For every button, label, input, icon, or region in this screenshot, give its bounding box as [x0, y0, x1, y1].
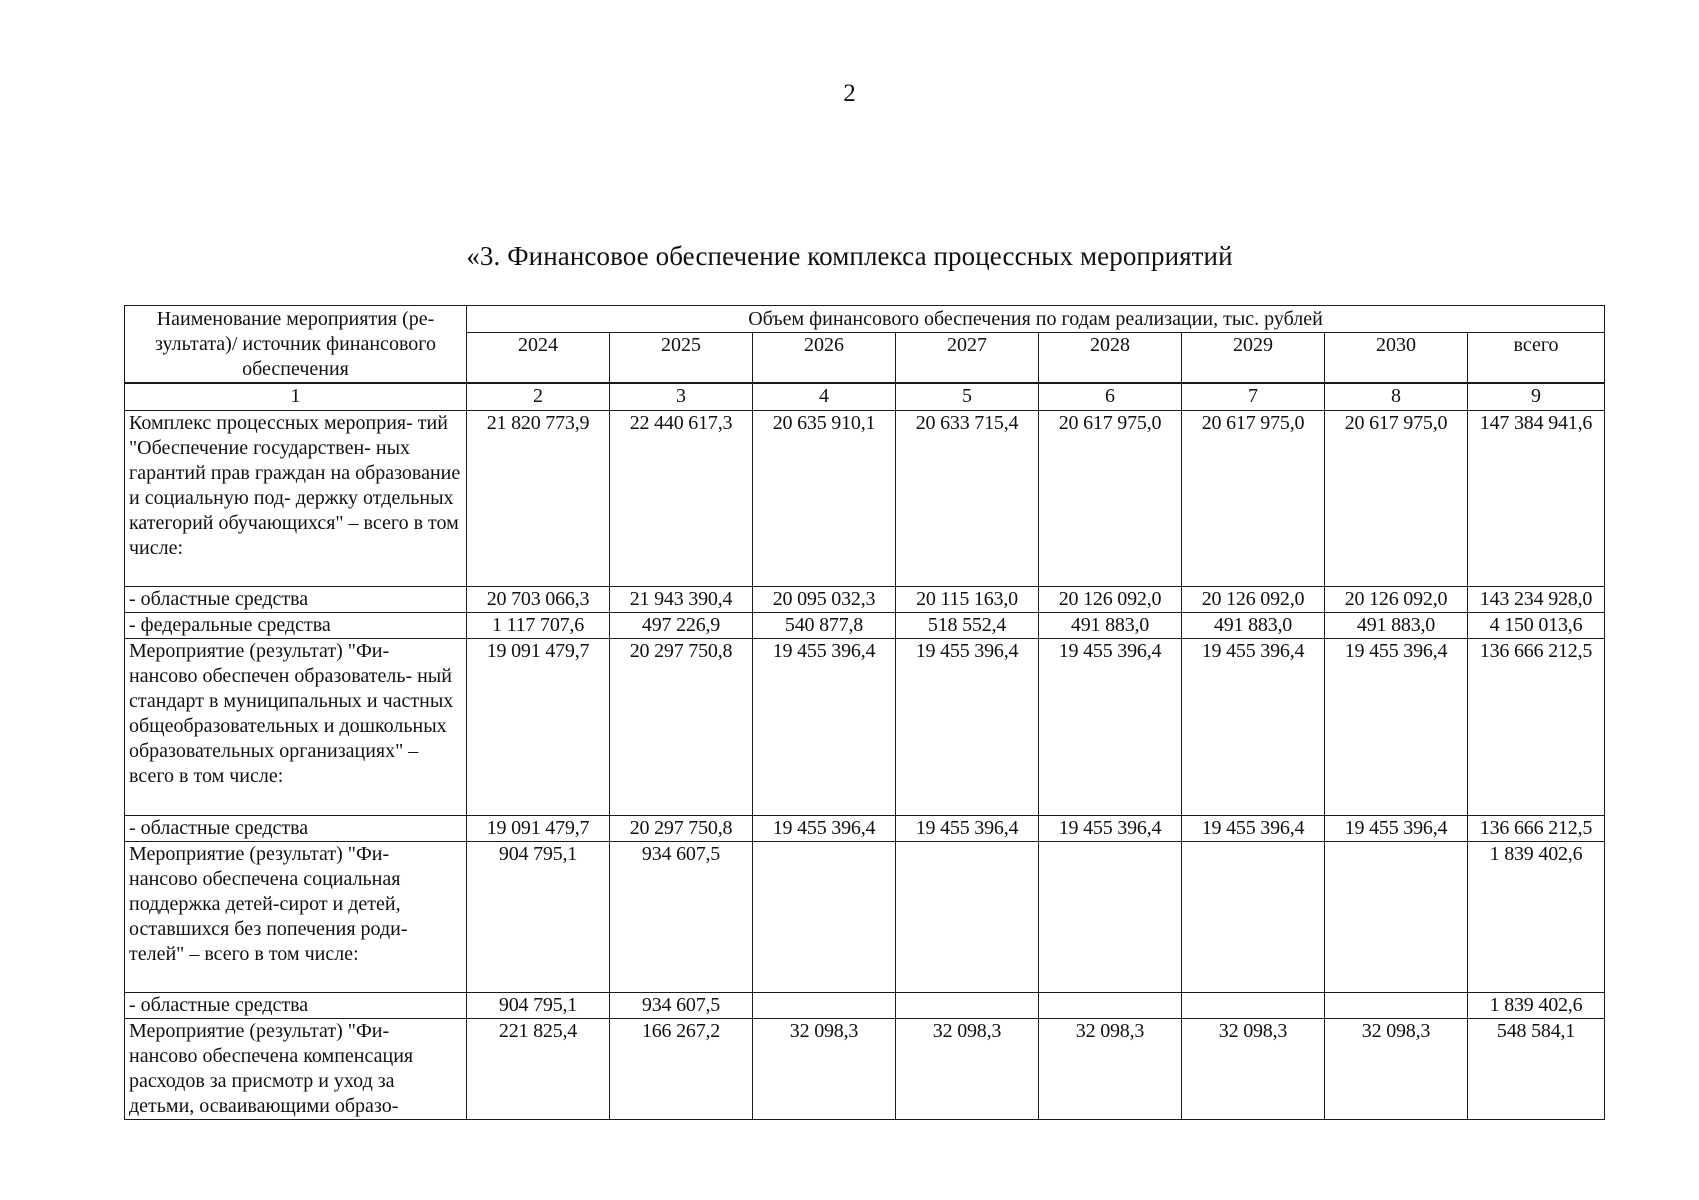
row-name: - федеральные средства — [125, 613, 467, 639]
row-name: Мероприятие (результат) "Фи- нансово обеспечена социальная поддержка детей-сирот и детей, оставшихся без попечения роди- телей" – всего в том числе: — [125, 842, 467, 993]
header-year: 2024 — [467, 333, 610, 383]
value-cell: 20 703 066,3 — [467, 587, 610, 613]
value-cell: 1 117 707,6 — [467, 613, 610, 639]
column-number: 3 — [610, 384, 753, 411]
header-year: 2029 — [1182, 333, 1325, 383]
table-row — [125, 587, 1605, 613]
value-cell: 20 617 975,0 — [1039, 411, 1182, 587]
value-cell: 19 455 396,4 — [1039, 816, 1182, 842]
value-cell: 32 098,3 — [753, 1019, 896, 1120]
value-cell: 20 297 750,8 — [610, 639, 753, 816]
row-name: Комплекс процессных мероприя- тий "Обеспечение государствен- ных гарантий прав граждан на образование и социальную под- держку отдельных категорий обучающихся" – всего в том числе: — [125, 411, 467, 587]
column-number: 1 — [125, 384, 467, 411]
value-cell: 136 666 212,5 — [1468, 816, 1605, 842]
value-cell: 491 883,0 — [1325, 613, 1468, 639]
table-row — [125, 639, 1605, 816]
document-title: «3. Финансовое обеспечение комплекса процессных мероприятий — [466, 241, 1233, 271]
value-cell: 19 455 396,4 — [896, 639, 1039, 816]
value-cell: 166 267,2 — [610, 1019, 753, 1120]
row-name: - областные средства — [125, 587, 467, 613]
page-number: 2 — [843, 80, 856, 107]
value-cell: 32 098,3 — [1182, 1019, 1325, 1120]
column-number: 2 — [467, 384, 610, 411]
row-name: Мероприятие (результат) "Фи- нансово обеспечена компенсация расходов за присмотр и уход за детьми, осваивающими образо- — [125, 1019, 467, 1120]
row-name: - областные средства — [125, 816, 467, 842]
header-total: всего — [1468, 333, 1605, 383]
value-cell: 21 943 390,4 — [610, 587, 753, 613]
table-header — [124, 305, 1605, 383]
column-number: 5 — [896, 384, 1039, 411]
value-cell: 20 617 975,0 — [1325, 411, 1468, 587]
column-number-row — [125, 384, 1605, 411]
value-cell: 20 617 975,0 — [1182, 411, 1325, 587]
header-year: 2027 — [896, 333, 1039, 383]
value-cell — [1325, 993, 1468, 1019]
value-cell: 20 635 910,1 — [753, 411, 896, 587]
value-cell: 19 455 396,4 — [1182, 639, 1325, 816]
table-row — [125, 816, 1605, 842]
value-cell: 19 455 396,4 — [1325, 816, 1468, 842]
value-cell: 904 795,1 — [467, 842, 610, 993]
value-cell: 934 607,5 — [610, 842, 753, 993]
column-number: 9 — [1468, 384, 1605, 411]
row-name: - областные средства — [125, 993, 467, 1019]
header-year: 2028 — [1039, 333, 1182, 383]
finance-table — [124, 383, 1605, 1120]
value-cell: 19 091 479,7 — [467, 639, 610, 816]
header-name-column: Наименование мероприятия (ре- зультата)/ источник финансового обеспечения — [125, 306, 467, 383]
value-cell: 20 095 032,3 — [753, 587, 896, 613]
value-cell: 20 126 092,0 — [1325, 587, 1468, 613]
header-year: 2026 — [753, 333, 896, 383]
value-cell — [753, 993, 896, 1019]
value-cell: 1 839 402,6 — [1468, 993, 1605, 1019]
value-cell: 1 839 402,6 — [1468, 842, 1605, 993]
value-cell — [753, 842, 896, 993]
value-cell: 32 098,3 — [1039, 1019, 1182, 1120]
value-cell — [1182, 842, 1325, 993]
value-cell: 20 115 163,0 — [896, 587, 1039, 613]
value-cell — [1182, 993, 1325, 1019]
value-cell: 22 440 617,3 — [610, 411, 753, 587]
table-row — [125, 1019, 1605, 1120]
header-year: 2025 — [610, 333, 753, 383]
table-row — [125, 993, 1605, 1019]
value-cell: 221 825,4 — [467, 1019, 610, 1120]
column-number: 7 — [1182, 384, 1325, 411]
header-year: 2030 — [1325, 333, 1468, 383]
value-cell: 19 455 396,4 — [896, 816, 1039, 842]
header-span-label: Объем финансового обеспечения по годам реализации, тыс. рублей — [467, 306, 1605, 333]
table-row — [125, 842, 1605, 993]
value-cell: 21 820 773,9 — [467, 411, 610, 587]
value-cell: 32 098,3 — [1325, 1019, 1468, 1120]
value-cell: 19 455 396,4 — [753, 639, 896, 816]
value-cell: 20 297 750,8 — [610, 816, 753, 842]
value-cell — [896, 842, 1039, 993]
value-cell: 491 883,0 — [1182, 613, 1325, 639]
value-cell: 19 455 396,4 — [1325, 639, 1468, 816]
value-cell: 19 455 396,4 — [1039, 639, 1182, 816]
column-number: 6 — [1039, 384, 1182, 411]
value-cell: 540 877,8 — [753, 613, 896, 639]
value-cell: 497 226,9 — [610, 613, 753, 639]
column-number: 4 — [753, 384, 896, 411]
value-cell: 143 234 928,0 — [1468, 587, 1605, 613]
value-cell: 20 126 092,0 — [1182, 587, 1325, 613]
value-cell: 20 126 092,0 — [1039, 587, 1182, 613]
value-cell: 548 584,1 — [1468, 1019, 1605, 1120]
value-cell: 32 098,3 — [896, 1019, 1039, 1120]
row-name: Мероприятие (результат) "Фи- нансово обеспечен образователь- ный стандарт в муниципальных и частных общеобразовательных и дошкольных образовательных организациях" – всего в том числе: — [125, 639, 467, 816]
table-row — [125, 411, 1605, 587]
value-cell: 19 455 396,4 — [1182, 816, 1325, 842]
value-cell: 20 633 715,4 — [896, 411, 1039, 587]
value-cell — [1039, 993, 1182, 1019]
table-row — [125, 613, 1605, 639]
value-cell: 19 455 396,4 — [753, 816, 896, 842]
value-cell: 136 666 212,5 — [1468, 639, 1605, 816]
value-cell: 934 607,5 — [610, 993, 753, 1019]
value-cell: 491 883,0 — [1039, 613, 1182, 639]
value-cell — [1039, 842, 1182, 993]
value-cell: 904 795,1 — [467, 993, 610, 1019]
value-cell: 518 552,4 — [896, 613, 1039, 639]
value-cell — [896, 993, 1039, 1019]
value-cell — [1325, 842, 1468, 993]
value-cell: 19 091 479,7 — [467, 816, 610, 842]
value-cell: 4 150 013,6 — [1468, 613, 1605, 639]
column-number: 8 — [1325, 384, 1468, 411]
value-cell: 147 384 941,6 — [1468, 411, 1605, 587]
